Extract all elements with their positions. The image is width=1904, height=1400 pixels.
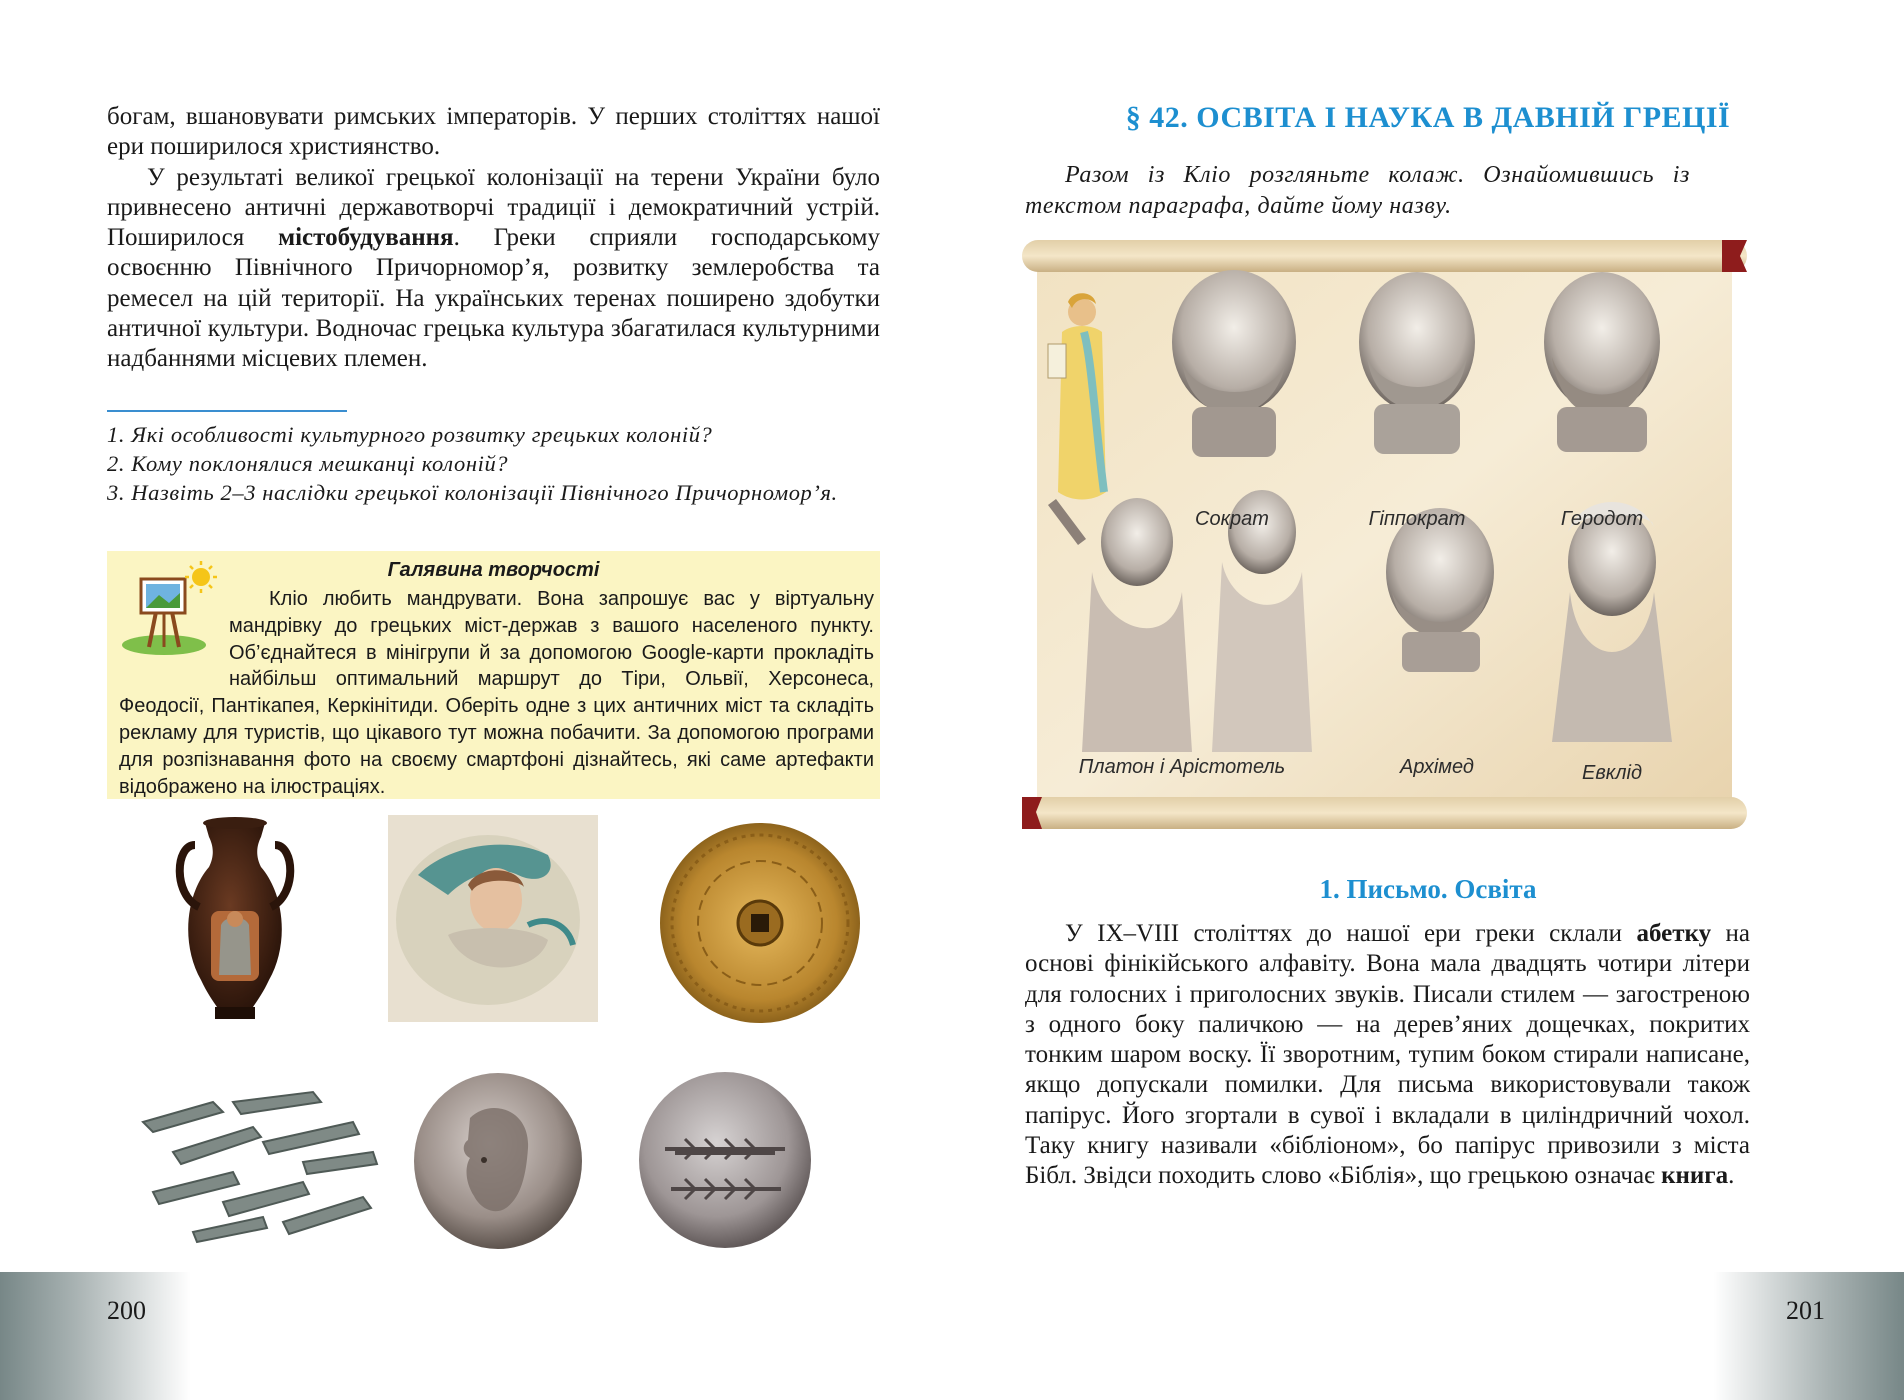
creativity-box-body: Кліо любить мандрувати. Вона запрошує вас у віртуальну мандрівку до грецьких міст-держав з вашого населеного пункту. Об’єднайтеся в мінігрупи й за допомогою Google-карти прокладіть найбільш оптимальний маршрут до Тіри, Ольвії, Херсонеса, Феодосії, Пантікапея, Керкінітиди. Оберіть одне з цих античних міст та складіть рекламу для туристів, що цікавого тут можна побачити. За допомогою програми для розпізнавання фото на своєму смартфоні дізнайтесь, які саме артефакти відображено на ілюстраціях. bbox=[119, 588, 874, 798]
creativity-box-title: Галявина творчості bbox=[387, 559, 600, 581]
page-number-left: 200 bbox=[107, 1296, 146, 1325]
writing-paragraph bbox=[1025, 919, 1750, 1192]
intro-text: Разом із Кліо розгляньте колаж. Ознайомившись із текстом параграфа, дайте йому назву. bbox=[1025, 162, 1690, 219]
label-euclid: Евклід bbox=[1582, 762, 1642, 784]
writing-text-c: . bbox=[1728, 1162, 1735, 1190]
review-questions bbox=[107, 420, 880, 507]
term-knyha: книга bbox=[1661, 1162, 1729, 1190]
silver-coin-olbia-image bbox=[635, 1067, 815, 1252]
label-hippocrates: Гіппократ bbox=[1368, 508, 1466, 530]
creativity-box bbox=[107, 551, 880, 799]
question-1: 1. Які особливості культурного розвитку грецьких колоній? bbox=[107, 422, 713, 447]
bronze-arrowheads-image bbox=[133, 1082, 383, 1247]
right-page bbox=[952, 0, 1904, 1400]
writing-text-b: на основі фінікійського алфавіту. Вона мала двадцять чотири літери для голосних і приголосних звуків. Писали стилем — загостреною з одного боку паличкою — на дерев’яних дощечках, покритих тонким шаром воску. Її зворотним, тупим боком стирали написане, якщо допускали помилки. Для письма використовували також папірус. Його згортали в сувої і вкладали в циліндричний чохол. Таку книгу називали «бібліоном», бо папірус привозили з міста Бібл. Звідси походить слово «Біблія», що грецькою означає bbox=[1025, 920, 1750, 1190]
term-abetka: абетку bbox=[1636, 920, 1712, 947]
creativity-box-text bbox=[119, 586, 874, 800]
term-mistobuduvannia: містобудування bbox=[278, 224, 454, 252]
left-body-text bbox=[107, 102, 880, 375]
label-plato-aristotle: Платон і Арістотель bbox=[1078, 756, 1286, 778]
paragraph-1: богам, вшановувати римських імператорів. У перших століттях нашої ери поширилося християнство. bbox=[107, 103, 880, 161]
label-archimedes: Архімед bbox=[1400, 756, 1474, 778]
right-body-text bbox=[1025, 919, 1750, 1192]
paragraph-2 bbox=[107, 163, 880, 375]
paragraph-2-text-b: . Греки сприяли господарському освоєнню Північного Причорномор’я, розвитку землеробства та ремесел на цій території. На українських теренах поширено здобутки античної культури. Водночас грецька культура збагатилася культурними надбаннями місцевих племен. bbox=[107, 224, 880, 373]
silver-coin-portrait-image bbox=[410, 1068, 585, 1253]
paragraph-2-text-a: У результаті великої грецької колонізації на терени України було привнесено античні державотворчі традиції і демократичний устрій. Поширилося bbox=[107, 163, 880, 252]
parchment-scroll-image bbox=[1022, 232, 1747, 844]
question-2: 2. Кому поклонялися мешканці колоній? bbox=[107, 451, 509, 476]
questions-divider bbox=[107, 410, 347, 412]
label-herodotus: Геродот bbox=[1560, 508, 1644, 530]
writing-text-a: У IX–VIII століттях до нашої ери греки склали bbox=[1065, 920, 1637, 947]
section-title: § 42. ОСВІТА І НАУКА В ДАВНІЙ ГРЕЦІЇ bbox=[1125, 101, 1731, 134]
fresco-fragment-image bbox=[388, 815, 598, 1022]
page-number-right: 201 bbox=[1786, 1296, 1825, 1325]
philosophers-scroll bbox=[1022, 232, 1747, 844]
label-socrates: Сократ bbox=[1195, 508, 1269, 530]
subsection-title: 1. Письмо. Освіта bbox=[1319, 874, 1537, 904]
question-3: 3. Назвіть 2–3 наслідки грецької колонізації Північного Причорномор’я. bbox=[107, 480, 838, 505]
red-figure-vase-image bbox=[165, 815, 305, 1025]
gold-disk-image bbox=[655, 818, 865, 1028]
